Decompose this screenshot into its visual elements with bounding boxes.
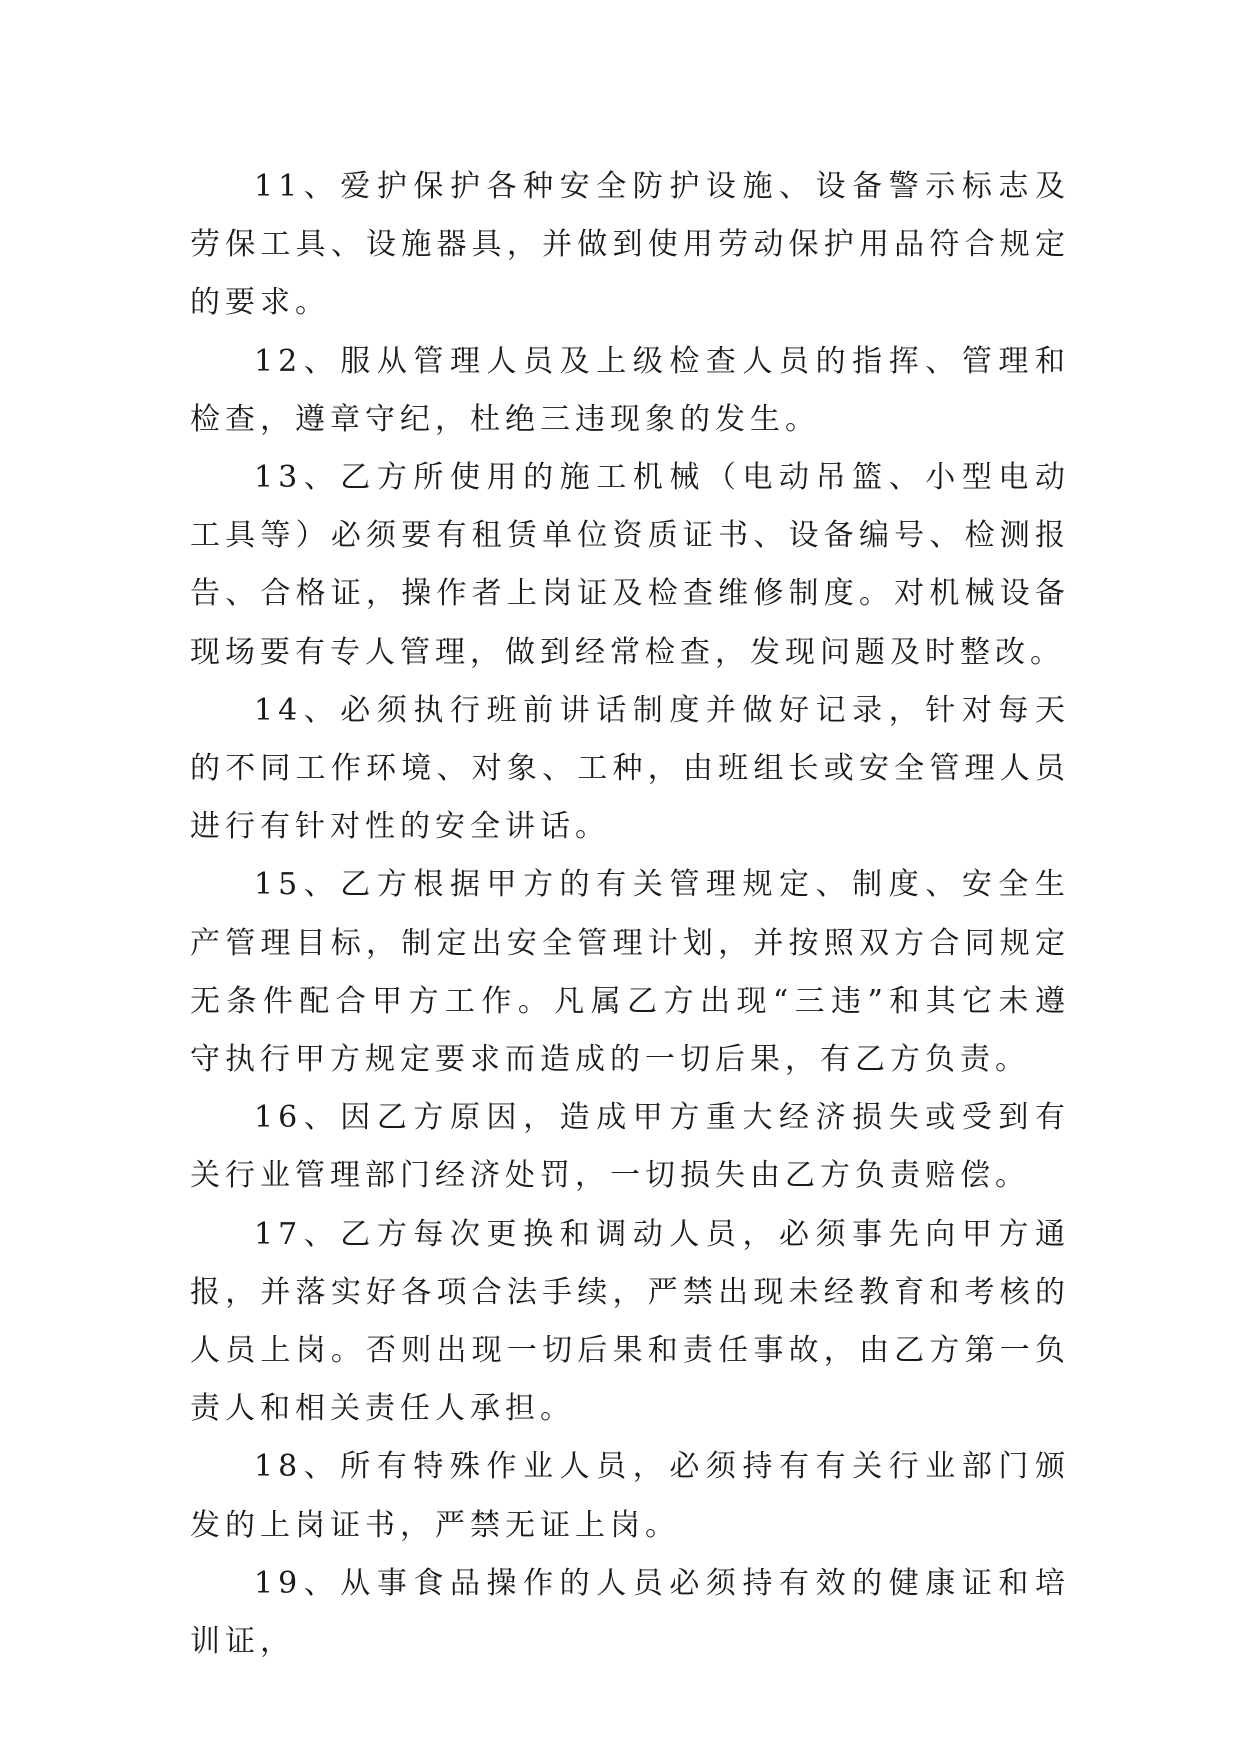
- clause-13: 13、乙方所使用的施工机械（电动吊篮、小型电动工具等）必须要有租赁单位资质证书、设备编号、检测报告、合格证，操作者上岗证及检查维修制度。对机械设备现场要有专人管理，做到经常检查，发现问题及时整改。: [190, 460, 1070, 670]
- clause-16: 16、因乙方原因，造成甲方重大经济损失或受到有关行业管理部门经济处罚，一切损失由乙方负责赔偿。: [190, 1100, 1070, 1194]
- clause-17: 17、乙方每次更换和调动人员，必须事先向甲方通报，并落实好各项合法手续，严禁出现未经教育和考核的人员上岗。否则出现一切后果和责任事故，由乙方第一负责人和相关责任人承担。: [190, 1216, 1070, 1427]
- clause-19: 19、从事食品操作的人员必须持有效的健康证和培训证，: [190, 1565, 1070, 1660]
- clause-11: 11、爱护保护各种安全防护设施、设备警示标志及劳保工具、设施器具，并做到使用劳动保护用品符合规定的要求。: [190, 169, 1070, 321]
- clause-15: 15、乙方根据甲方的有关管理规定、制度、安全生产管理目标，制定出安全管理计划，并按照双方合同规定无条件配合甲方工作。凡属乙方出现“三违”和其它未遵守执行甲方规定要求而造成的一切后果，有乙方负责。: [190, 867, 1070, 1078]
- clause-12: 12、服从管理人员及上级检查人员的指挥、管理和检查，遵章守纪，杜绝三违现象的发生。: [190, 343, 1070, 437]
- document-body: [190, 158, 1070, 1671]
- clause-14: 14、必须执行班前讲话制度并做好记录，针对每天的不同工作环境、对象、工种，由班组长或安全管理人员进行有针对性的安全讲话。: [190, 692, 1070, 845]
- clause-18: 18、所有特殊作业人员，必须持有有关行业部门颁发的上岗证书，严禁无证上岗。: [190, 1449, 1070, 1543]
